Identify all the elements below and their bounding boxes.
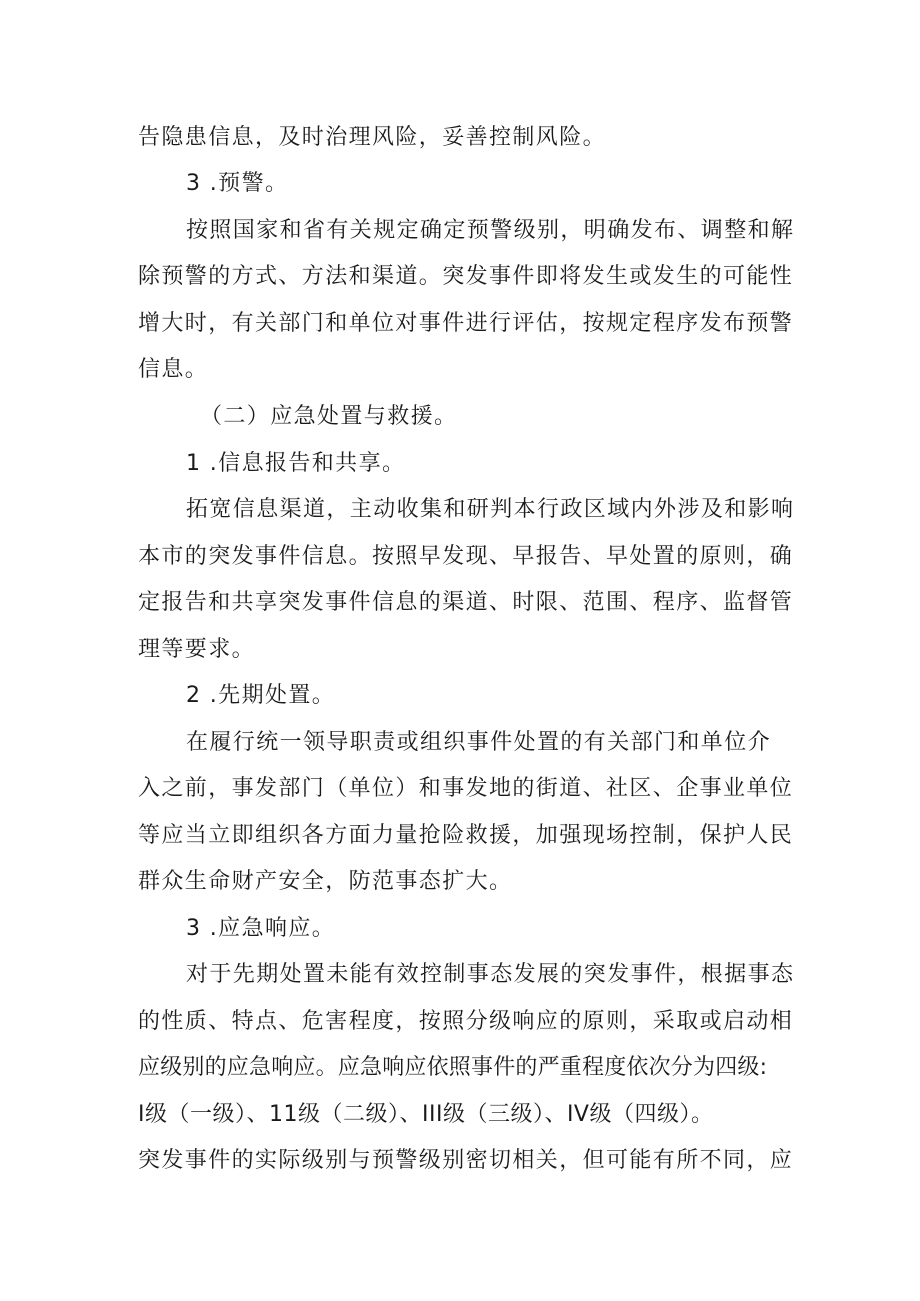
subsection-heading-info-report: 1 .信息报告和共享。 (186, 451, 406, 476)
paragraph-line: 信息。 (138, 357, 209, 382)
paragraph-line: 在履行统一领导职责或组织事件处置的有关部门和单位介 (186, 730, 772, 755)
paragraph-line: 对于先期处置未能有效控制事态发展的突发事件，根据事态 (186, 962, 795, 987)
subsection-heading-initial-response: 2 .先期处置。 (186, 683, 336, 708)
paragraph-line: 应级别的应急响应。应急响应依照事件的严重程度依次分为四级: (138, 1055, 768, 1080)
paragraph-line: 定报告和共享突发事件信息的渠道、时限、范围、程序、监督管 (138, 590, 794, 615)
subsection-heading-warning: 3 .预警。 (186, 171, 289, 196)
paragraph-line: 按照国家和省有关规定确定预警级别，明确发布、调整和解 (186, 218, 795, 243)
paragraph-line: 理等要求。 (138, 637, 256, 662)
paragraph-line: 除预警的方式、方法和渠道。突发事件即将发生或发生的可能性 (138, 264, 794, 289)
paragraph-line: 等应当立即组织各方面力量抢险救援，加强现场控制，保护人民 (138, 823, 794, 848)
paragraph-line: 的性质、特点、危害程度，按照分级响应的原则，采取或启动相 (138, 1009, 794, 1034)
paragraph-line: 突发事件的实际级别与预警级别密切相关，但可能有所不同，应 (138, 1148, 794, 1173)
paragraph-line: 群众生命财产安全，防范事态扩大。 (138, 869, 513, 894)
paragraph-line-levels: I级（一级）、11级（二级）、III级（三级）、IV级（四级）。 (138, 1102, 714, 1127)
section-heading-emergency-response: （二）应急处置与救援。 (200, 404, 458, 429)
paragraph-line: 增大时，有关部门和单位对事件进行评估，按规定程序发布预警 (138, 311, 794, 336)
paragraph-line: 入之前，事发部门（单位）和事发地的街道、社区、企事业单位 (138, 776, 794, 801)
paragraph-line: 本市的突发事件信息。按照早发现、早报告、早处置的原则，确 (138, 544, 794, 569)
subsection-heading-emergency-level: 3 .应急响应。 (186, 916, 336, 941)
paragraph-line: 拓宽信息渠道，主动收集和研判本行政区域内外涉及和影响 (186, 497, 795, 522)
text-line-continuation: 告隐患信息，及时治理风险，妥善控制风险。 (138, 125, 607, 150)
